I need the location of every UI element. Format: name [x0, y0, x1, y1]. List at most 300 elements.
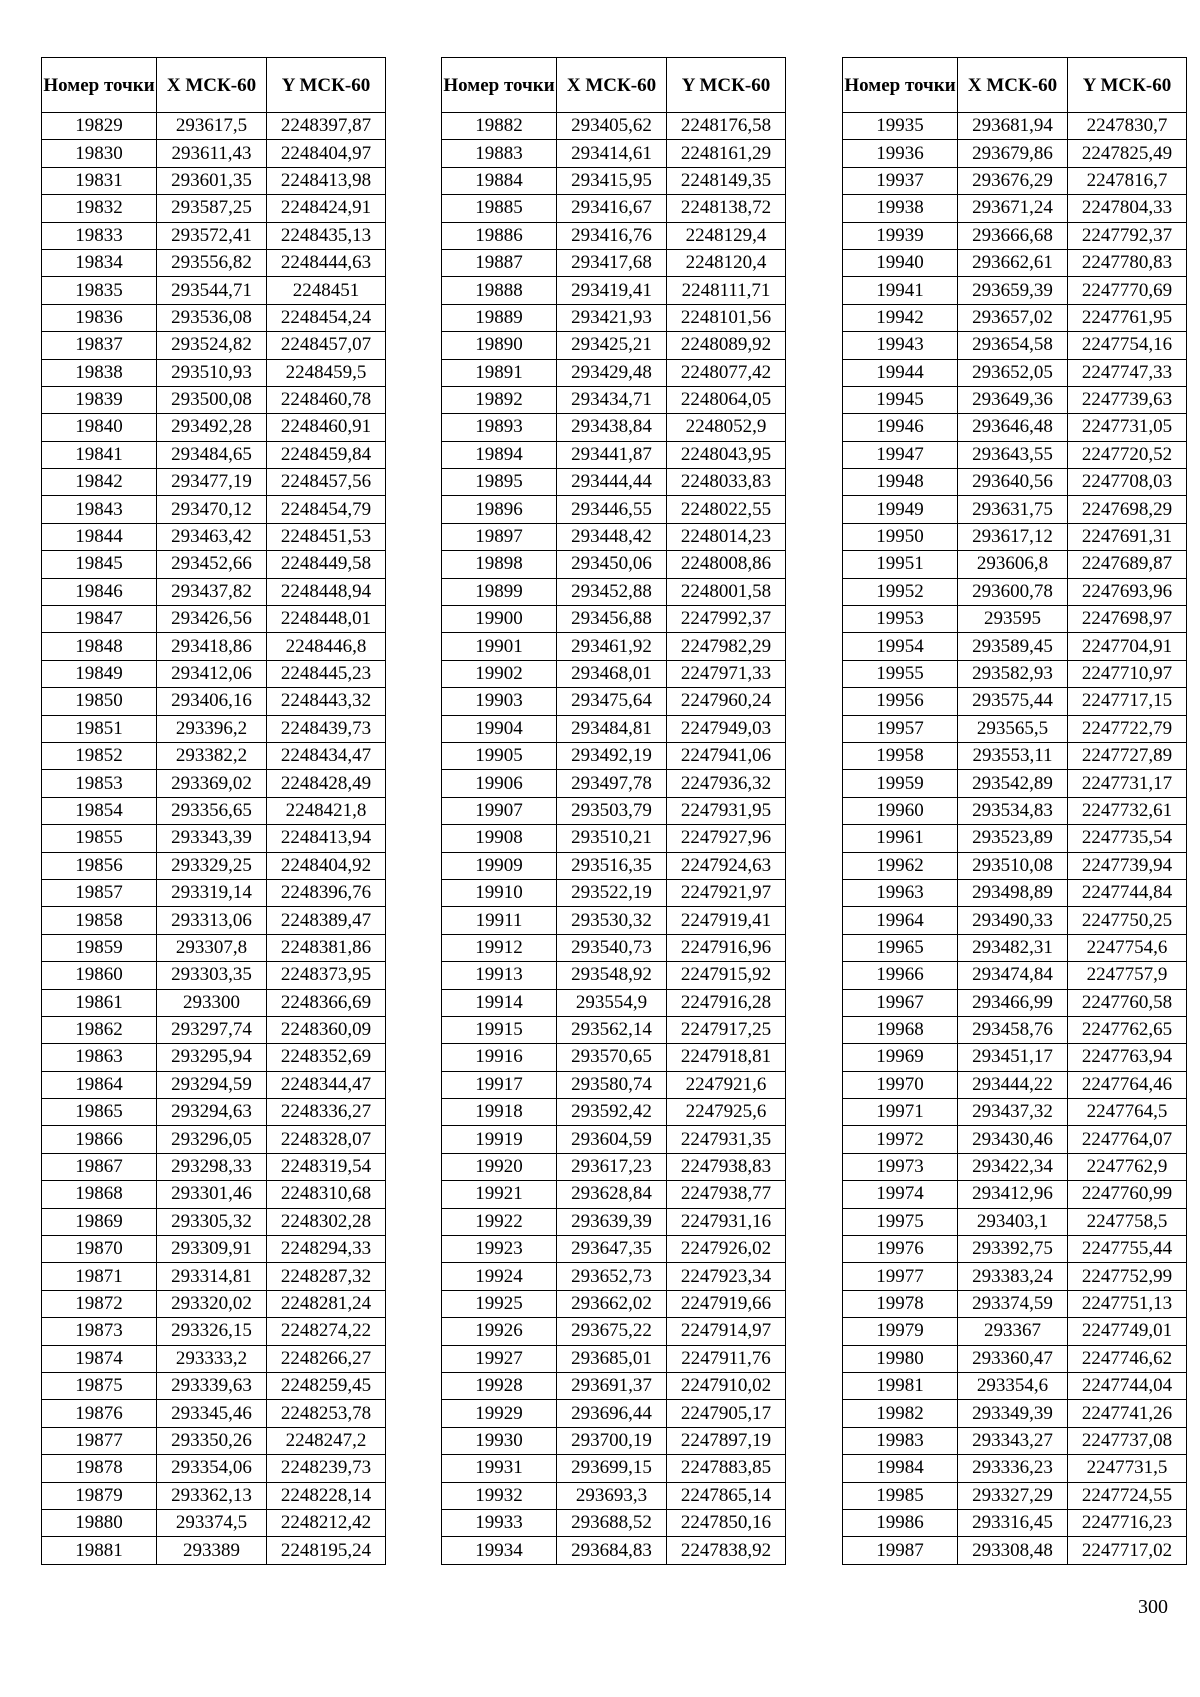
cell-y: 2247758,5	[1068, 1208, 1187, 1235]
cell-x: 293414,61	[557, 140, 667, 167]
cell-y: 2248366,69	[267, 989, 386, 1016]
cell-x: 293570,65	[557, 1044, 667, 1071]
cell-y: 2248161,29	[667, 140, 786, 167]
table-row	[42, 852, 386, 879]
coordinate-table-3	[842, 57, 1187, 1565]
cell-y: 2247754,6	[1068, 934, 1187, 961]
cell-x: 293659,39	[958, 277, 1068, 304]
table-row	[42, 386, 386, 413]
cell-point-number: 19952	[843, 578, 958, 605]
cell-point-number: 19980	[843, 1345, 958, 1372]
cell-x: 293417,68	[557, 249, 667, 276]
cell-y: 2248253,78	[267, 1400, 386, 1427]
cell-x: 293484,65	[157, 441, 267, 468]
table-row	[843, 879, 1187, 906]
cell-y: 2247919,66	[667, 1290, 786, 1317]
table-row	[843, 1400, 1187, 1427]
cell-y: 2248319,54	[267, 1153, 386, 1180]
cell-point-number: 19840	[42, 414, 157, 441]
header-x: X МСК-60	[958, 58, 1068, 113]
cell-point-number: 19940	[843, 249, 958, 276]
cell-y: 2248228,14	[267, 1482, 386, 1509]
cell-x: 293448,42	[557, 523, 667, 550]
cell-x: 293649,36	[958, 386, 1068, 413]
table-row	[42, 1263, 386, 1290]
cell-y: 2247763,94	[1068, 1044, 1187, 1071]
cell-y: 2248460,91	[267, 414, 386, 441]
cell-y: 2247910,02	[667, 1372, 786, 1399]
table-row	[843, 113, 1187, 140]
cell-point-number: 19986	[843, 1509, 958, 1536]
table-row	[42, 113, 386, 140]
cell-point-number: 19834	[42, 249, 157, 276]
cell-y: 2247737,08	[1068, 1427, 1187, 1454]
cell-y: 2247926,02	[667, 1236, 786, 1263]
cell-x: 293313,06	[157, 907, 267, 934]
table-row	[843, 359, 1187, 386]
table-row	[442, 606, 786, 633]
cell-point-number: 19882	[442, 113, 557, 140]
cell-point-number: 19965	[843, 934, 958, 961]
cell-point-number: 19833	[42, 222, 157, 249]
cell-x: 293534,83	[958, 797, 1068, 824]
cell-y: 2247838,92	[667, 1537, 786, 1564]
cell-point-number: 19937	[843, 167, 958, 194]
table-row	[42, 414, 386, 441]
cell-x: 293681,94	[958, 113, 1068, 140]
table-row	[442, 1044, 786, 1071]
cell-point-number: 19970	[843, 1071, 958, 1098]
table-row	[42, 715, 386, 742]
cell-y: 2248014,23	[667, 523, 786, 550]
cell-x: 293553,11	[958, 742, 1068, 769]
cell-y: 2248064,05	[667, 386, 786, 413]
cell-y: 2247931,95	[667, 797, 786, 824]
table-row	[843, 523, 1187, 550]
cell-y: 2247739,94	[1068, 852, 1187, 879]
cell-y: 2248413,98	[267, 167, 386, 194]
table-row	[843, 1290, 1187, 1317]
table-row	[42, 1345, 386, 1372]
cell-point-number: 19884	[442, 167, 557, 194]
cell-y: 2248396,76	[267, 879, 386, 906]
cell-point-number: 19880	[42, 1509, 157, 1536]
cell-y: 2247731,05	[1068, 414, 1187, 441]
cell-x: 293336,23	[958, 1455, 1068, 1482]
cell-x: 293475,64	[557, 688, 667, 715]
cell-point-number: 19864	[42, 1071, 157, 1098]
table-row	[843, 1126, 1187, 1153]
cell-point-number: 19969	[843, 1044, 958, 1071]
cell-y: 2247720,52	[1068, 441, 1187, 468]
cell-x: 293540,73	[557, 934, 667, 961]
table-row	[42, 277, 386, 304]
table-row	[442, 852, 786, 879]
table-row	[843, 332, 1187, 359]
cell-point-number: 19967	[843, 989, 958, 1016]
cell-y: 2247739,63	[1068, 386, 1187, 413]
cell-y: 2248274,22	[267, 1318, 386, 1345]
cell-y: 2248445,23	[267, 660, 386, 687]
cell-x: 293343,27	[958, 1427, 1068, 1454]
cell-x: 293492,28	[157, 414, 267, 441]
page-number: 300	[1138, 1596, 1168, 1618]
cell-y: 2247982,29	[667, 633, 786, 660]
table-row	[843, 441, 1187, 468]
cell-point-number: 19852	[42, 742, 157, 769]
cell-y: 2248424,91	[267, 195, 386, 222]
cell-point-number: 19865	[42, 1099, 157, 1126]
cell-y: 2247911,76	[667, 1345, 786, 1372]
table-row	[843, 304, 1187, 331]
cell-point-number: 19932	[442, 1482, 557, 1509]
table-row	[442, 1208, 786, 1235]
table-row	[843, 1509, 1187, 1536]
table-row	[42, 1509, 386, 1536]
cell-point-number: 19923	[442, 1236, 557, 1263]
cell-point-number: 19886	[442, 222, 557, 249]
table-row	[42, 1236, 386, 1263]
cell-x: 293327,29	[958, 1482, 1068, 1509]
cell-point-number: 19895	[442, 469, 557, 496]
cell-y: 2248454,79	[267, 496, 386, 523]
table-row	[442, 1071, 786, 1098]
cell-y: 2248212,42	[267, 1509, 386, 1536]
table-row	[843, 1455, 1187, 1482]
table-body	[843, 113, 1187, 1565]
table-row	[42, 140, 386, 167]
table-row	[442, 660, 786, 687]
table-row	[42, 167, 386, 194]
cell-x: 293406,16	[157, 688, 267, 715]
cell-point-number: 19973	[843, 1153, 958, 1180]
cell-point-number: 19905	[442, 742, 557, 769]
table-row	[42, 934, 386, 961]
table-header-row	[843, 58, 1187, 113]
cell-y: 2248008,86	[667, 551, 786, 578]
cell-point-number: 19897	[442, 523, 557, 550]
cell-point-number: 19894	[442, 441, 557, 468]
cell-point-number: 19911	[442, 907, 557, 934]
cell-point-number: 19871	[42, 1263, 157, 1290]
cell-y: 2247731,17	[1068, 770, 1187, 797]
cell-point-number: 19850	[42, 688, 157, 715]
cell-x: 293356,65	[157, 797, 267, 824]
cell-x: 293693,3	[557, 1482, 667, 1509]
cell-y: 2247941,06	[667, 742, 786, 769]
cell-point-number: 19853	[42, 770, 157, 797]
cell-point-number: 19878	[42, 1455, 157, 1482]
cell-point-number: 19944	[843, 359, 958, 386]
cell-y: 2248428,49	[267, 770, 386, 797]
cell-x: 293544,71	[157, 277, 267, 304]
cell-x: 293446,55	[557, 496, 667, 523]
cell-point-number: 19876	[42, 1400, 157, 1427]
cell-y: 2248052,9	[667, 414, 786, 441]
cell-point-number: 19900	[442, 606, 557, 633]
cell-y: 2247865,14	[667, 1482, 786, 1509]
table-row	[442, 688, 786, 715]
table-row	[843, 167, 1187, 194]
table-row	[442, 1318, 786, 1345]
cell-y: 2248397,87	[267, 113, 386, 140]
cell-y: 2247710,97	[1068, 660, 1187, 687]
cell-point-number: 19961	[843, 825, 958, 852]
cell-point-number: 19922	[442, 1208, 557, 1235]
cell-y: 2247830,7	[1068, 113, 1187, 140]
cell-y: 2248149,35	[667, 167, 786, 194]
cell-y: 2248022,55	[667, 496, 786, 523]
cell-point-number: 19914	[442, 989, 557, 1016]
cell-point-number: 19849	[42, 660, 157, 687]
cell-x: 293456,88	[557, 606, 667, 633]
cell-y: 2247724,55	[1068, 1482, 1187, 1509]
cell-x: 293572,41	[157, 222, 267, 249]
cell-x: 293536,08	[157, 304, 267, 331]
table-row	[42, 825, 386, 852]
cell-x: 293369,02	[157, 770, 267, 797]
cell-y: 2248459,5	[267, 359, 386, 386]
cell-x: 293685,01	[557, 1345, 667, 1372]
cell-y: 2247914,97	[667, 1318, 786, 1345]
cell-point-number: 19875	[42, 1372, 157, 1399]
cell-x: 293301,46	[157, 1181, 267, 1208]
header-point-number: Номер точки	[442, 58, 557, 113]
cell-y: 2248448,01	[267, 606, 386, 633]
cell-point-number: 19907	[442, 797, 557, 824]
cell-y: 2247804,33	[1068, 195, 1187, 222]
cell-point-number: 19955	[843, 660, 958, 687]
cell-y: 2247744,84	[1068, 879, 1187, 906]
table-row	[843, 1345, 1187, 1372]
table-row	[843, 414, 1187, 441]
cell-y: 2248043,95	[667, 441, 786, 468]
cell-y: 2247693,96	[1068, 578, 1187, 605]
cell-point-number: 19910	[442, 879, 557, 906]
table-row	[42, 797, 386, 824]
cell-point-number: 19924	[442, 1263, 557, 1290]
table-row	[843, 606, 1187, 633]
cell-x: 293339,63	[157, 1372, 267, 1399]
table-row	[42, 1290, 386, 1317]
cell-y: 2248389,47	[267, 907, 386, 934]
table-row	[843, 578, 1187, 605]
cell-x: 293314,81	[157, 1263, 267, 1290]
table-row	[843, 1181, 1187, 1208]
cell-x: 293652,73	[557, 1263, 667, 1290]
cell-y: 2247960,24	[667, 688, 786, 715]
cell-point-number: 19917	[442, 1071, 557, 1098]
cell-point-number: 19858	[42, 907, 157, 934]
table-row	[42, 1208, 386, 1235]
cell-y: 2247764,5	[1068, 1099, 1187, 1126]
cell-y: 2248404,92	[267, 852, 386, 879]
cell-x: 293628,84	[557, 1181, 667, 1208]
cell-y: 2248459,84	[267, 441, 386, 468]
cell-point-number: 19913	[442, 962, 557, 989]
cell-y: 2247916,28	[667, 989, 786, 1016]
table-row	[42, 770, 386, 797]
coordinate-table-1	[41, 57, 386, 1565]
cell-point-number: 19851	[42, 715, 157, 742]
cell-y: 2247744,04	[1068, 1372, 1187, 1399]
cell-point-number: 19943	[843, 332, 958, 359]
table-row	[442, 1345, 786, 1372]
table-row	[442, 989, 786, 1016]
table-row	[843, 1318, 1187, 1345]
cell-x: 293451,17	[958, 1044, 1068, 1071]
cell-point-number: 19936	[843, 140, 958, 167]
table-row	[442, 1537, 786, 1564]
table-row	[843, 962, 1187, 989]
table-row	[42, 606, 386, 633]
cell-y: 2247925,6	[667, 1099, 786, 1126]
table-row	[843, 222, 1187, 249]
cell-y: 2248294,33	[267, 1236, 386, 1263]
cell-point-number: 19945	[843, 386, 958, 413]
cell-point-number: 19949	[843, 496, 958, 523]
table-row	[843, 797, 1187, 824]
cell-point-number: 19854	[42, 797, 157, 824]
cell-y: 2248195,24	[267, 1537, 386, 1564]
cell-point-number: 19918	[442, 1099, 557, 1126]
cell-point-number: 19832	[42, 195, 157, 222]
cell-x: 293444,22	[958, 1071, 1068, 1098]
cell-x: 293631,75	[958, 496, 1068, 523]
cell-x: 293652,05	[958, 359, 1068, 386]
cell-x: 293592,42	[557, 1099, 667, 1126]
cell-point-number: 19862	[42, 1016, 157, 1043]
cell-y: 2247764,07	[1068, 1126, 1187, 1153]
cell-point-number: 19896	[442, 496, 557, 523]
cell-x: 293477,19	[157, 469, 267, 496]
cell-x: 293676,29	[958, 167, 1068, 194]
cell-y: 2248247,2	[267, 1427, 386, 1454]
cell-y: 2247949,03	[667, 715, 786, 742]
table-row	[442, 277, 786, 304]
cell-point-number: 19829	[42, 113, 157, 140]
cell-y: 2247915,92	[667, 962, 786, 989]
cell-x: 293319,14	[157, 879, 267, 906]
cell-y: 2248439,73	[267, 715, 386, 742]
cell-x: 293679,86	[958, 140, 1068, 167]
cell-y: 2248077,42	[667, 359, 786, 386]
table-row	[442, 1427, 786, 1454]
cell-x: 293412,06	[157, 660, 267, 687]
cell-point-number: 19867	[42, 1153, 157, 1180]
table-row	[843, 989, 1187, 1016]
table-header-row	[42, 58, 386, 113]
cell-point-number: 19835	[42, 277, 157, 304]
cell-x: 293296,05	[157, 1126, 267, 1153]
cell-point-number: 19953	[843, 606, 958, 633]
table-row	[442, 469, 786, 496]
cell-y: 2248373,95	[267, 962, 386, 989]
cell-x: 293441,87	[557, 441, 667, 468]
cell-point-number: 19872	[42, 1290, 157, 1317]
cell-x: 293647,35	[557, 1236, 667, 1263]
table-row	[42, 359, 386, 386]
cell-x: 293452,88	[557, 578, 667, 605]
table-row	[42, 222, 386, 249]
cell-x: 293421,93	[557, 304, 667, 331]
cell-x: 293405,62	[557, 113, 667, 140]
cell-x: 293662,61	[958, 249, 1068, 276]
cell-y: 2247727,89	[1068, 742, 1187, 769]
cell-point-number: 19890	[442, 332, 557, 359]
table-row	[42, 332, 386, 359]
cell-x: 293490,33	[958, 907, 1068, 934]
cell-x: 293640,56	[958, 469, 1068, 496]
cell-point-number: 19908	[442, 825, 557, 852]
cell-point-number: 19874	[42, 1345, 157, 1372]
cell-x: 293542,89	[958, 770, 1068, 797]
cell-x: 293639,39	[557, 1208, 667, 1235]
cell-x: 293556,82	[157, 249, 267, 276]
cell-y: 2248457,07	[267, 332, 386, 359]
cell-point-number: 19958	[843, 742, 958, 769]
cell-y: 2247850,16	[667, 1509, 786, 1536]
cell-point-number: 19946	[843, 414, 958, 441]
table-row	[442, 1372, 786, 1399]
cell-point-number: 19984	[843, 1455, 958, 1482]
cell-y: 2247689,87	[1068, 551, 1187, 578]
cell-y: 2248101,56	[667, 304, 786, 331]
cell-x: 293654,58	[958, 332, 1068, 359]
cell-point-number: 19979	[843, 1318, 958, 1345]
cell-y: 2247971,33	[667, 660, 786, 687]
table-row	[42, 1455, 386, 1482]
cell-point-number: 19837	[42, 332, 157, 359]
cell-y: 2247754,16	[1068, 332, 1187, 359]
cell-y: 2247816,7	[1068, 167, 1187, 194]
cell-point-number: 19966	[843, 962, 958, 989]
cell-x: 293700,19	[557, 1427, 667, 1454]
cell-point-number: 19868	[42, 1181, 157, 1208]
cell-x: 293345,46	[157, 1400, 267, 1427]
cell-point-number: 19847	[42, 606, 157, 633]
cell-y: 2247717,15	[1068, 688, 1187, 715]
cell-x: 293691,37	[557, 1372, 667, 1399]
table-row	[843, 496, 1187, 523]
cell-point-number: 19855	[42, 825, 157, 852]
cell-point-number: 19959	[843, 770, 958, 797]
cell-point-number: 19950	[843, 523, 958, 550]
cell-point-number: 19902	[442, 660, 557, 687]
table-row	[42, 195, 386, 222]
cell-x: 293696,44	[557, 1400, 667, 1427]
cell-x: 293466,99	[958, 989, 1068, 1016]
table-row	[843, 1372, 1187, 1399]
table-row	[442, 441, 786, 468]
table-row	[42, 660, 386, 687]
cell-point-number: 19972	[843, 1126, 958, 1153]
cell-y: 2248460,78	[267, 386, 386, 413]
cell-y: 2247717,02	[1068, 1537, 1187, 1564]
cell-x: 293430,46	[958, 1126, 1068, 1153]
header-point-number: Номер точки	[843, 58, 958, 113]
table-row	[843, 1537, 1187, 1564]
table-row	[442, 770, 786, 797]
cell-point-number: 19889	[442, 304, 557, 331]
cell-y: 2247921,6	[667, 1071, 786, 1098]
table-row	[843, 715, 1187, 742]
cell-x: 293617,23	[557, 1153, 667, 1180]
table-row	[442, 1099, 786, 1126]
cell-point-number: 19877	[42, 1427, 157, 1454]
cell-y: 2247917,25	[667, 1016, 786, 1043]
cell-point-number: 19888	[442, 277, 557, 304]
